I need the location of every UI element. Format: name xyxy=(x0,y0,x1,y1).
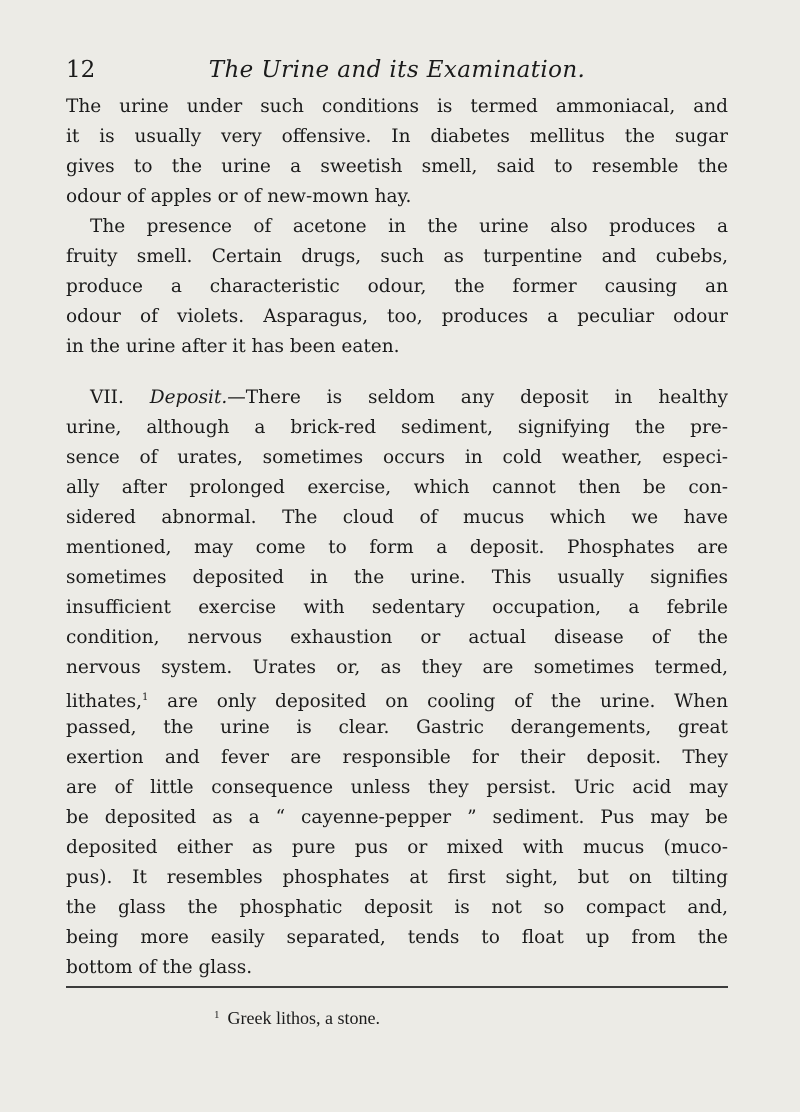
body-text xyxy=(66,92,728,983)
text-line: sidered abnormal. The cloud of mucus which we have xyxy=(66,507,728,528)
text-line: pus). It resembles phosphates at first sight, but on tilting xyxy=(66,867,728,888)
lithates-word: lithates, xyxy=(66,691,142,712)
text-line: passed, the urine is clear. Gastric derangements, great xyxy=(66,717,728,738)
section-heading: Deposit. xyxy=(149,387,228,408)
text-line: produce a characteristic odour, the former causing an xyxy=(66,276,728,297)
text-line: in the urine after it has been eaten. xyxy=(66,336,400,357)
footnote-text: Greek lithos, a stone. xyxy=(227,1008,380,1028)
footnote-divider xyxy=(66,986,728,988)
text-line: exertion and fever are responsible for their deposit. They xyxy=(66,747,728,768)
running-title: The Urine and its Examination. xyxy=(208,57,586,83)
footnote-mark: 1 xyxy=(214,1009,220,1021)
text-line-with-footnote-ref xyxy=(66,683,728,713)
text-line: are of little consequence unless they persist. Uric acid may xyxy=(66,777,728,798)
text-line: insufficient exercise with sedentary occupation, a febrile xyxy=(66,597,728,618)
text-line: fruity smell. Certain drugs, such as turpentine and cubebs, xyxy=(66,246,728,267)
text-line: mentioned, may come to form a deposit. Phosphates are xyxy=(66,537,728,558)
page-number: 12 xyxy=(66,57,96,83)
paragraph-gap xyxy=(66,362,728,383)
text-line: The presence of acetone in the urine also produces a xyxy=(90,216,728,237)
section-first-line-text: —There is seldom any deposit in healthy xyxy=(227,387,728,408)
text-line: sometimes deposited in the urine. This usually signifies xyxy=(66,567,728,588)
text-line: urine, although a brick-red sediment, signifying the pre- xyxy=(66,417,728,438)
text-line: deposited either as pure pus or mixed with mucus (muco- xyxy=(66,837,728,858)
text-line: being more easily separated, tends to float up from the xyxy=(66,927,728,948)
footnote xyxy=(214,1000,380,1033)
text-line: odour of apples or of new-mown hay. xyxy=(66,186,412,207)
text-line: The urine under such conditions is termed ammoniacal, and xyxy=(66,96,728,117)
section-first-line xyxy=(66,383,728,413)
text-line: be deposited as a “ cayenne-pepper ” sediment. Pus may be xyxy=(66,807,728,828)
text-line: it is usually very offensive. In diabetes mellitus the sugar xyxy=(66,126,728,147)
text-line: odour of violets. Asparagus, too, produces a peculiar odour xyxy=(66,306,728,327)
text-line: nervous system. Urates or, as they are sometimes termed, xyxy=(66,657,728,678)
text-line: sence of urates, sometimes occurs in cold weather, especi- xyxy=(66,447,728,468)
text-line: ally after prolonged exercise, which cannot then be con- xyxy=(66,477,728,498)
section-number: VII. xyxy=(90,387,124,408)
running-header xyxy=(66,50,728,90)
lithates-line-rest: are only deposited on cooling of the urine. When xyxy=(148,691,728,712)
text-line: the glass the phosphatic deposit is not so compact and, xyxy=(66,897,728,918)
text-line: condition, nervous exhaustion or actual disease of the xyxy=(66,627,728,648)
footnote-reference[interactable]: 1 xyxy=(141,692,149,703)
text-line: gives to the urine a sweetish smell, said to resemble the xyxy=(66,156,728,177)
text-line: bottom of the glass. xyxy=(66,957,253,978)
